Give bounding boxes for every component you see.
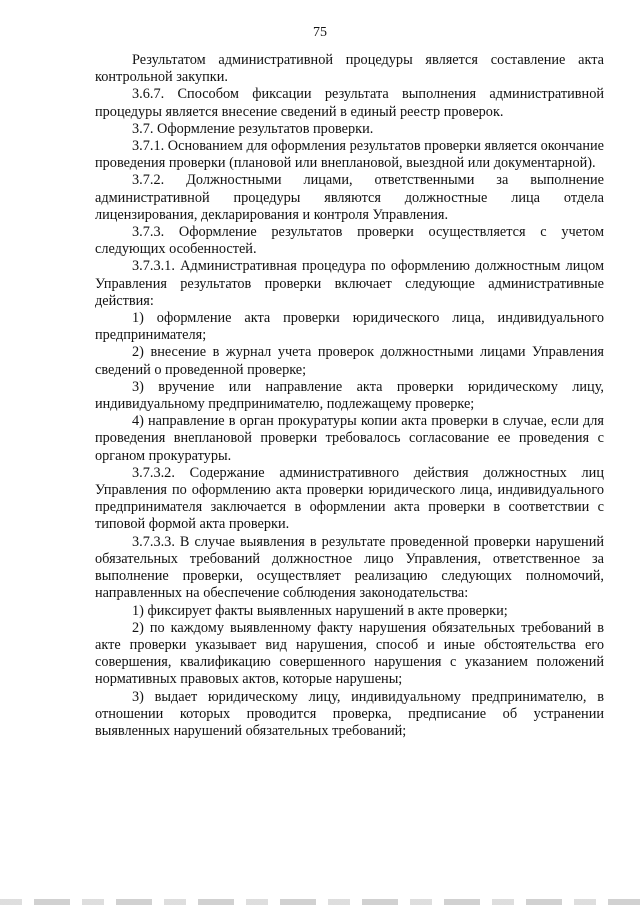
paragraph: 3.7.3.2. Содержание административного действия должностных лиц Управления по оформлению акта проверки юридического лица, индивидуального предпринимателя заключается в оформлении акта проверки в соответствии с типовой формой акта проверки.	[95, 464, 604, 533]
list-item: 2) по каждому выявленному факту нарушения обязательных требований в акте проверки указывает вид нарушения, способ и иные обстоятельства его совершения, квалификацию совершенного нарушения с указанием положений нормативных правовых актов, которые нарушены;	[95, 619, 604, 688]
scan-edge-artifact	[0, 899, 640, 905]
list-item: 4) направление в орган прокуратуры копии акта проверки в случае, если для проведения внеплановой проверки требовалось согласование ее проведения с органом прокуратуры.	[95, 413, 604, 464]
list-item: 1) фиксирует факты выявленных нарушений в акте проверки;	[132, 602, 508, 619]
paragraph: 3.7.3. Оформление результатов проверки осуществляется с учетом следующих особенностей.	[95, 224, 604, 258]
paragraph: 3.7.1. Основанием для оформления результатов проверки является окончание проведения проверки (плановой или внеплановой, выездной или документарной).	[95, 138, 604, 172]
page-number: 75	[313, 25, 327, 40]
paragraph: 3.7.3.1. Административная процедура по оформлению должностным лицом Управления результатов проверки включает следующие административные действия:	[95, 258, 604, 309]
paragraph: 3.6.7. Способом фиксации результата выполнения административной процедуры является внесение сведений в единый реестр проверок.	[95, 86, 604, 120]
list-item: 3) выдает юридическому лицу, индивидуальному предпринимателю, в отношении которых проводится проверка, предписание об устранении выявленных нарушений обязательных требований;	[95, 688, 604, 739]
list-item: 2) внесение в журнал учета проверок должностными лицами Управления сведений о проведенной проверке;	[95, 344, 604, 378]
paragraph: 3.7.2. Должностными лицами, ответственными за выполнение административной процедуры являются должностные лица отдела лицензирования, декларирования и контроля Управления.	[95, 172, 604, 223]
document-body	[95, 52, 604, 740]
section-heading: 3.7. Оформление результатов проверки.	[132, 120, 374, 137]
list-item: 3) вручение или направление акта проверки юридическому лицу, индивидуальному предпринимателю, подлежащему проверке;	[95, 378, 604, 413]
paragraph: Результатом административной процедуры является составление акта контрольной закупки.	[95, 52, 604, 86]
paragraph: 3.7.3.3. В случае выявления в результате проведенной проверки нарушений обязательных требований должностное лицо Управления, ответственное за выполнение проверки, осуществляет реализацию следующих полномочий, направленных на обеспечение соблюдения законодательства:	[95, 533, 604, 602]
list-item: 1) оформление акта проверки юридического лица, индивидуального предпринимателя;	[95, 310, 604, 344]
